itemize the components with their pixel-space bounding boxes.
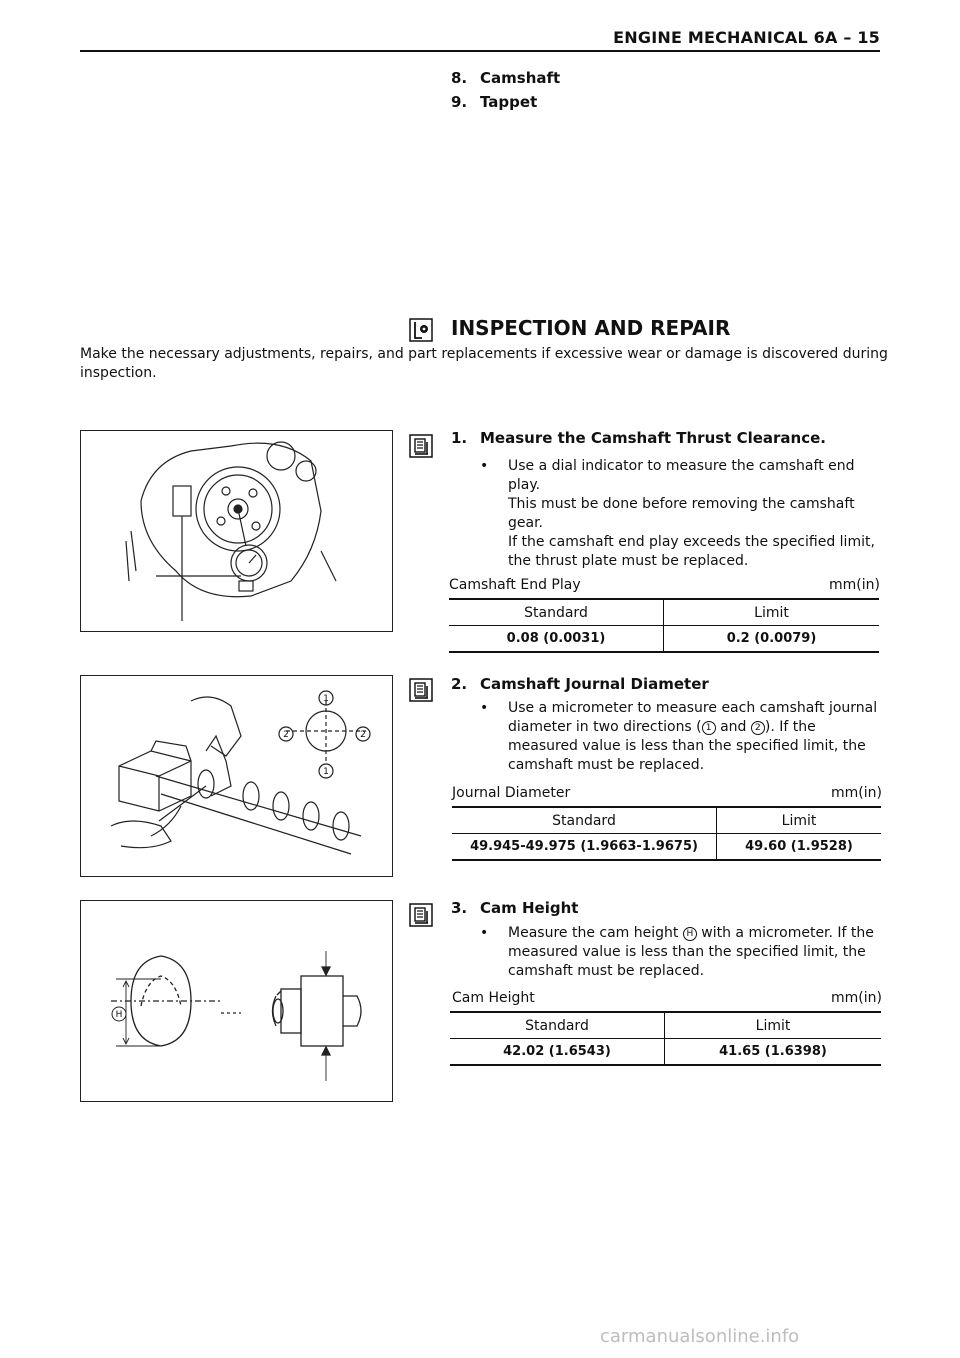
spec-unit: mm(in) <box>829 577 880 593</box>
watermark: carmanualsonline.info <box>600 1326 800 1347</box>
bullet-text-part: Use a micrometer to measure each camshaft journal diameter in two directions ( <box>508 700 878 735</box>
col-header-limit: Limit <box>717 807 882 834</box>
list-item-label: Camshaft <box>480 69 561 87</box>
inspection-icon <box>409 318 433 342</box>
spec-table-cam-height <box>450 1011 881 1066</box>
bullet-dot: • <box>480 925 489 941</box>
bullet-line: Use a dial indicator to measure the camshaft end play. <box>508 458 855 493</box>
step-3-bullet <box>480 924 880 984</box>
spec-unit: mm(in) <box>831 990 882 1006</box>
step-2-title-row <box>451 675 709 693</box>
bullet-text-part: and <box>715 719 751 735</box>
list-item-number: 8. <box>451 69 468 87</box>
measure-icon <box>409 903 433 927</box>
bullet-text <box>508 924 878 981</box>
page-header-title: ENGINE MECHANICAL 6A – 15 <box>613 28 880 47</box>
spec-unit: mm(in) <box>831 785 882 801</box>
spec-table-journal-diameter <box>452 806 881 861</box>
micrometer-journal-figure <box>80 675 393 877</box>
micrometer-journal-illustration <box>81 676 392 876</box>
col-header-limit: Limit <box>665 1012 882 1039</box>
col-header-limit: Limit <box>664 599 880 626</box>
section-intro: Make the necessary adjustments, repairs, and part replacements if excessive wear or damage is discovered during inspection. <box>80 346 888 381</box>
step-1-title-row <box>451 429 826 447</box>
bullet-dot: • <box>480 458 489 474</box>
step-title: Measure the Camshaft Thrust Clearance. <box>480 429 826 447</box>
measure-icon <box>409 434 433 458</box>
dial-indicator-figure <box>80 430 393 632</box>
step-number: 1. <box>451 429 468 447</box>
figure-callout-label: 1 <box>323 767 329 777</box>
step-number: 3. <box>451 899 468 917</box>
callout-1-marker: 1 <box>702 721 716 735</box>
bullet-text <box>508 457 878 571</box>
step-2-bullet <box>480 699 880 777</box>
bullet-dot: • <box>480 700 489 716</box>
bullet-text <box>508 699 878 775</box>
col-header-standard: Standard <box>452 807 717 834</box>
figure-callout-label: 1 <box>323 694 329 704</box>
figure-callout-label: H <box>115 1010 123 1020</box>
cam-height-figure <box>80 900 393 1102</box>
step-title: Cam Height <box>480 899 579 917</box>
cam-height-marker: H <box>683 927 697 941</box>
bullet-text-part: with a micrometer. If the measured value is less than the specified limit, the camshaft must be replaced. <box>508 925 874 979</box>
list-item-label: Tappet <box>480 93 538 111</box>
spec-table-end-play <box>449 598 879 653</box>
value-standard: 0.08 (0.0031) <box>449 626 664 653</box>
step-1-bullet <box>480 457 880 572</box>
value-standard: 49.945-49.975 (1.9663-1.9675) <box>452 834 717 861</box>
value-limit: 49.60 (1.9528) <box>717 834 882 861</box>
value-limit: 41.65 (1.6398) <box>665 1039 882 1066</box>
step-number: 2. <box>451 675 468 693</box>
callout-2-marker: 2 <box>751 721 765 735</box>
value-standard: 42.02 (1.6543) <box>450 1039 665 1066</box>
col-header-standard: Standard <box>450 1012 665 1039</box>
bullet-line: This must be done before removing the camshaft gear. <box>508 496 855 531</box>
step-3-title-row <box>451 899 579 917</box>
bullet-line: If the camshaft end play exceeds the specified limit, the thrust plate must be replaced. <box>508 534 875 569</box>
figure-callout-label: 2 <box>283 730 289 740</box>
spec-caption: Camshaft End Play <box>449 577 581 593</box>
dial-indicator-illustration <box>81 431 392 631</box>
figure-callout-label: 2 <box>360 730 366 740</box>
section-title: INSPECTION AND REPAIR <box>451 316 731 340</box>
spec-caption: Journal Diameter <box>452 785 571 801</box>
list-item <box>451 69 561 87</box>
list-item <box>451 93 538 111</box>
list-item-number: 9. <box>451 93 468 111</box>
spec-caption: Cam Height <box>452 990 535 1006</box>
header-rule <box>80 50 880 52</box>
measure-icon <box>409 678 433 702</box>
step-title: Camshaft Journal Diameter <box>480 675 709 693</box>
bullet-text-part: Measure the cam height <box>508 925 683 941</box>
bullet-text-part: ). If the measured value is less than the specified limit, the camshaft must be replaced. <box>508 719 866 773</box>
cam-height-illustration <box>81 901 392 1101</box>
col-header-standard: Standard <box>449 599 664 626</box>
value-limit: 0.2 (0.0079) <box>664 626 880 653</box>
